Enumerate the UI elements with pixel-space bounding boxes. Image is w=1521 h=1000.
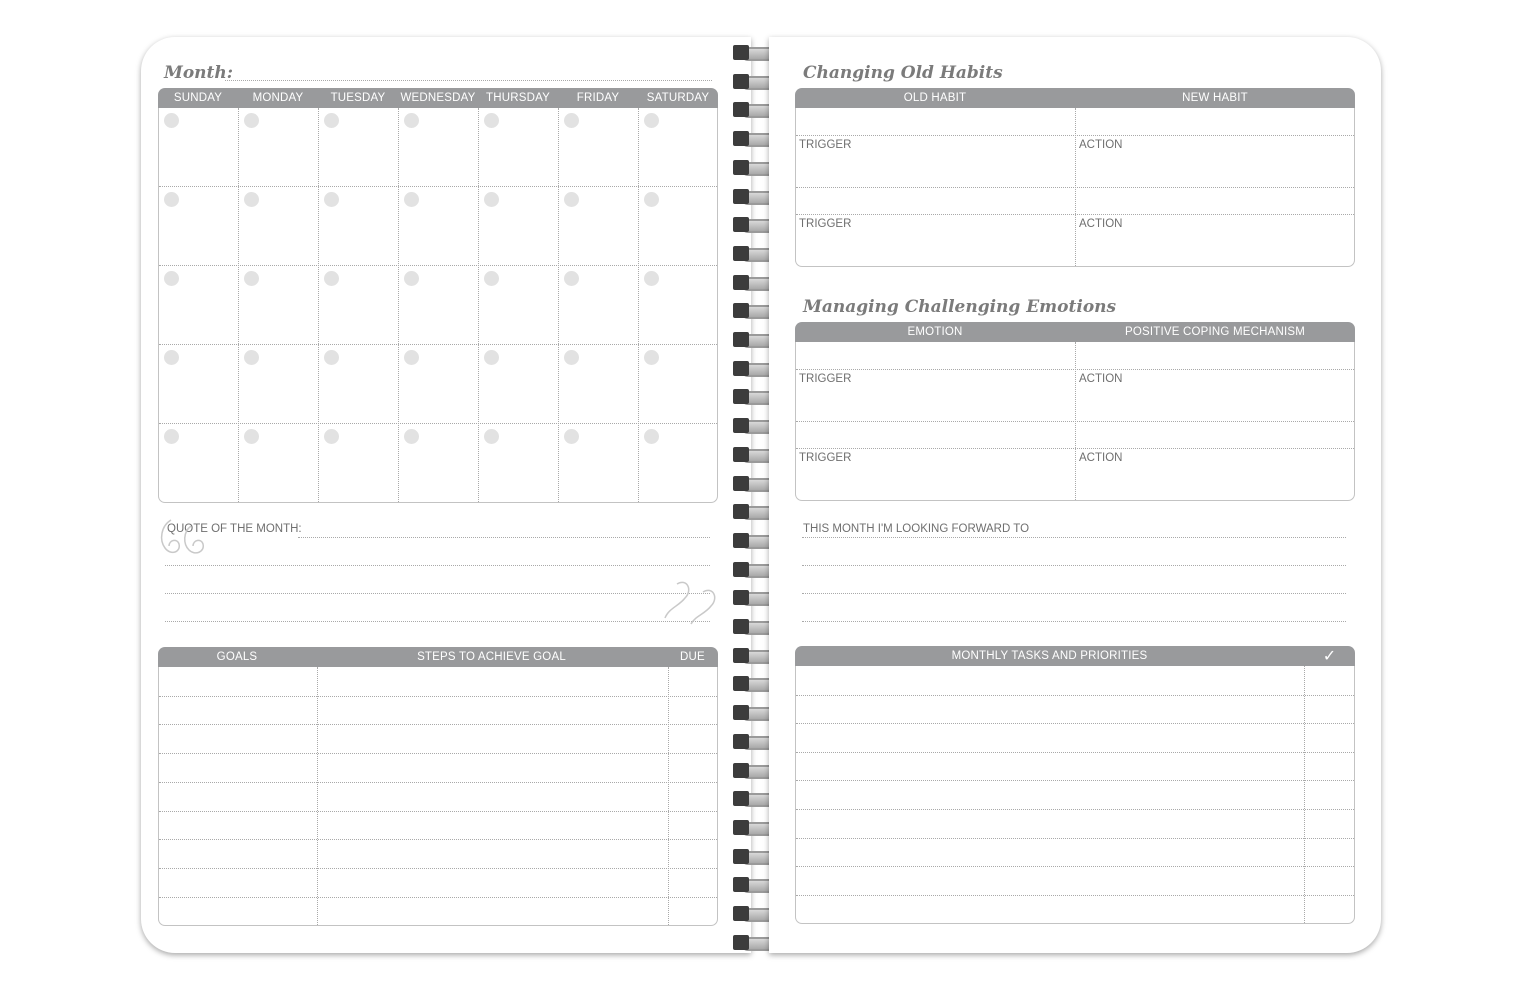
date-dot [244,271,259,286]
date-dot [644,350,659,365]
goals-table[interactable] [158,667,718,926]
calendar-header [158,88,718,108]
emotion-col: EMOTION [907,326,963,338]
date-dot [244,350,259,365]
date-dot [324,350,339,365]
action-label: ACTION [1079,452,1123,464]
forward-line[interactable] [802,593,1346,594]
close-quote-icon [655,578,721,628]
emotions-title: Managing Challenging Emotions [803,297,1117,317]
trigger-label: TRIGGER [799,373,852,385]
date-dot [404,192,419,207]
emotions-header [795,322,1355,342]
check-mark-icon: ✓ [1322,648,1337,665]
date-dot [164,192,179,207]
goal-row [159,696,717,697]
forward-line[interactable] [802,621,1346,622]
date-dot [484,350,499,365]
goal-row [159,868,717,869]
open-quote-icon [157,516,213,566]
task-row [796,838,1354,839]
new-habit-col: NEW HABIT [1182,92,1248,104]
tasks-table[interactable] [795,666,1355,924]
action-label: ACTION [1079,373,1123,385]
date-dot [404,113,419,128]
date-dot [324,429,339,444]
date-dot [324,192,339,207]
date-dot [644,113,659,128]
trigger-label: TRIGGER [799,139,852,151]
forward-line[interactable] [802,565,1346,566]
day-sunday: SUNDAY [173,92,223,104]
task-row [796,895,1354,896]
date-dot [164,350,179,365]
goals-header [158,647,718,667]
goal-row [159,753,717,754]
day-thursday: THURSDAY [485,92,550,104]
date-dot [244,192,259,207]
day-saturday: SATURDAY [646,92,710,104]
task-row [796,695,1354,696]
date-dot [164,429,179,444]
task-row [796,723,1354,724]
task-row [796,780,1354,781]
habits-table[interactable] [795,108,1355,267]
month-label: Month: [164,63,234,83]
quote-line[interactable] [165,621,710,622]
date-dot [244,429,259,444]
date-dot [564,350,579,365]
trigger-label: TRIGGER [799,452,852,464]
day-wednesday: WEDNESDAY [400,92,476,104]
date-dot [404,429,419,444]
task-row [796,809,1354,810]
day-tuesday: TUESDAY [330,92,386,104]
quote-line[interactable] [165,565,710,566]
quote-label: QUOTE OF THE MONTH: [167,523,302,535]
emotions-table[interactable] [795,342,1355,501]
date-dot [484,192,499,207]
date-dot [164,271,179,286]
steps-col: STEPS TO ACHIEVE GOAL [417,651,566,663]
forward-line[interactable] [802,537,1346,538]
goals-col: GOALS [216,651,258,663]
date-dot [644,429,659,444]
task-row [796,752,1354,753]
coping-col: POSITIVE COPING MECHANISM [1124,326,1306,338]
date-dot [484,113,499,128]
forward-label: THIS MONTH I'M LOOKING FORWARD TO [803,523,1030,535]
date-dot [164,113,179,128]
goal-row [159,897,717,898]
date-dot [564,113,579,128]
tasks-header [795,646,1355,666]
month-line[interactable] [225,80,712,81]
quote-line[interactable] [165,593,710,594]
habits-header [795,88,1355,108]
date-dot [564,192,579,207]
date-dot [484,271,499,286]
date-dot [644,192,659,207]
calendar-grid[interactable] [158,108,718,503]
goal-row [159,811,717,812]
goal-row [159,782,717,783]
due-col: DUE [680,651,705,663]
old-habit-col: OLD HABIT [903,92,967,104]
date-dot [564,271,579,286]
date-dot [324,271,339,286]
action-label: ACTION [1079,139,1123,151]
habits-title: Changing Old Habits [803,63,1003,83]
day-friday: FRIDAY [576,92,620,104]
day-monday: MONDAY [252,92,304,104]
task-row [796,866,1354,867]
trigger-label: TRIGGER [799,218,852,230]
goal-row [159,839,717,840]
action-label: ACTION [1079,218,1123,230]
date-dot [644,271,659,286]
quote-line[interactable] [298,537,710,538]
date-dot [324,113,339,128]
date-dot [404,350,419,365]
date-dot [564,429,579,444]
date-dot [404,271,419,286]
date-dot [484,429,499,444]
tasks-col: MONTHLY TASKS AND PRIORITIES [951,650,1148,662]
date-dot [244,113,259,128]
goal-row [159,724,717,725]
